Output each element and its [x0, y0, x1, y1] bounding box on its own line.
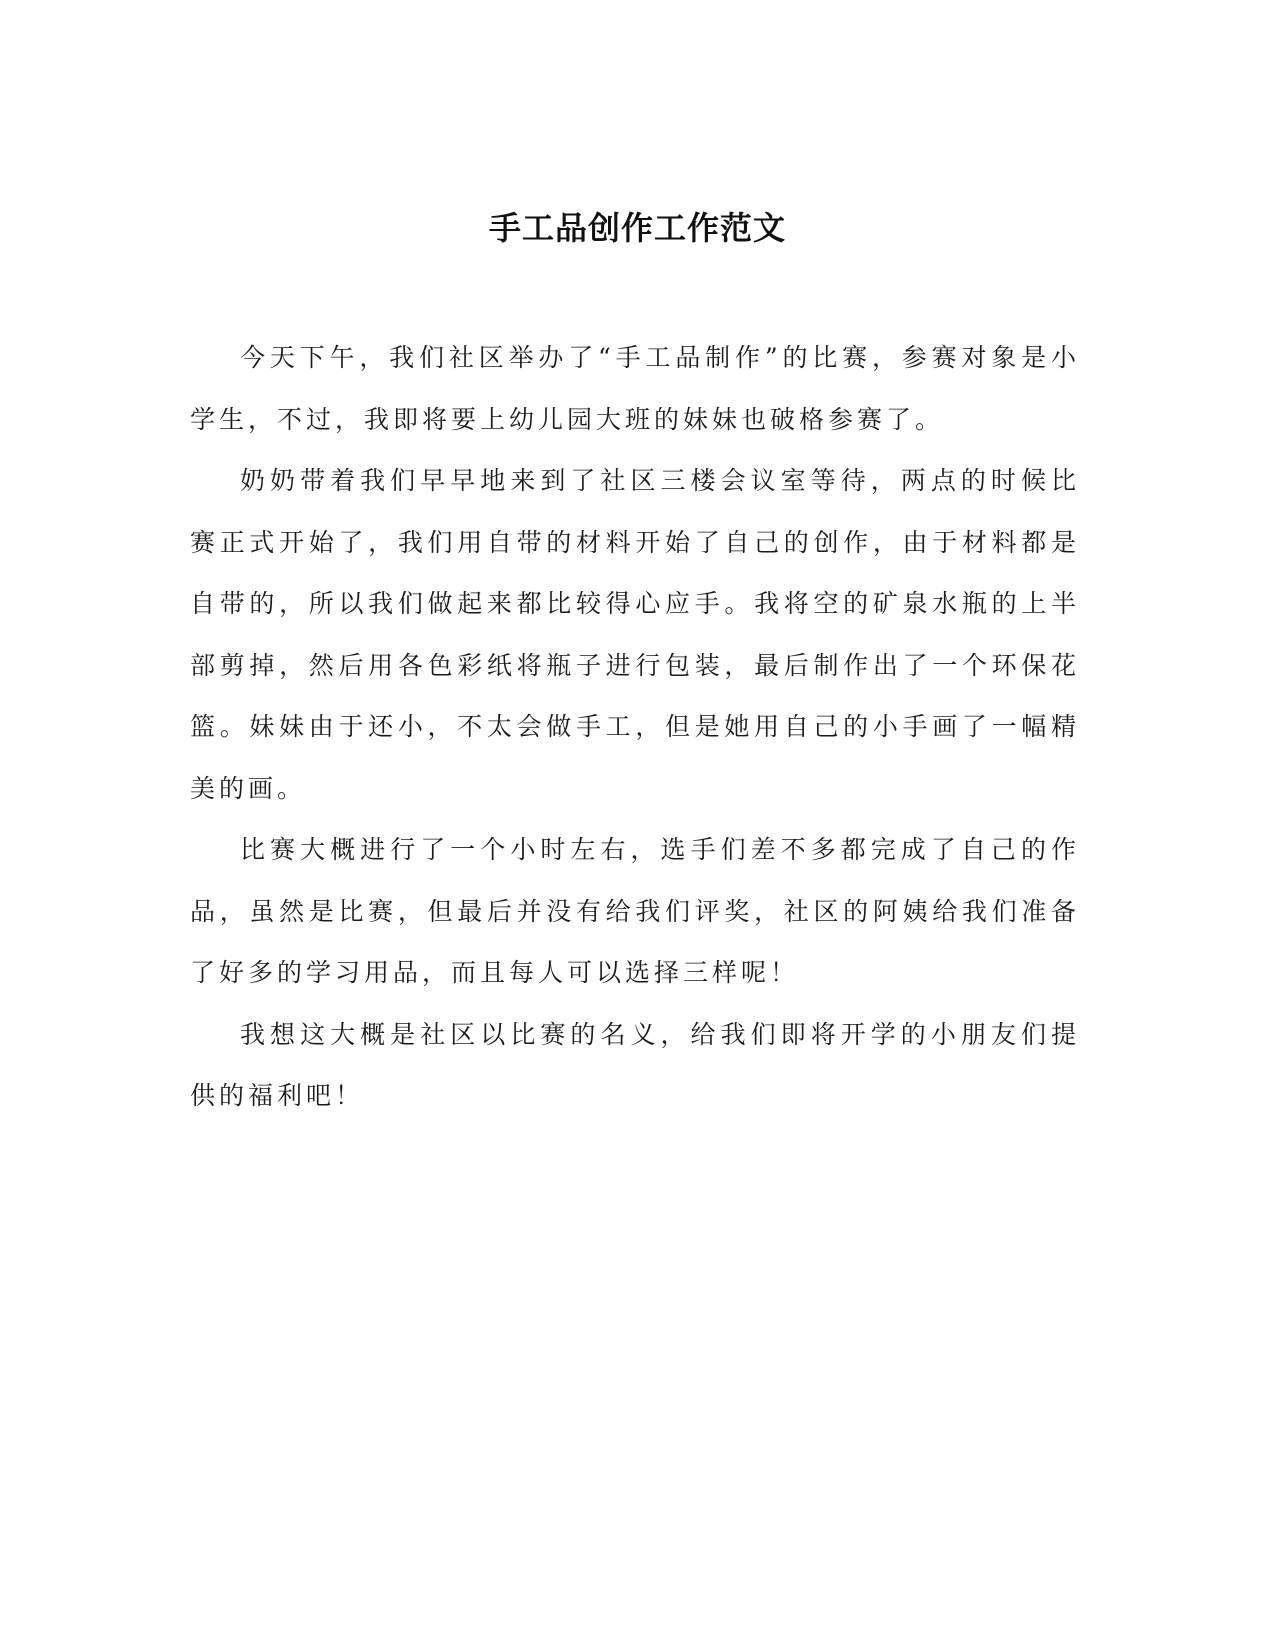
paragraph-1: 今天下午，我们社区举办了“手工品制作”的比赛，参赛对象是小学生，不过，我即将要上幼儿园大班的妹妹也破格参赛了。: [190, 343, 1080, 434]
page-title: 手工品创作工作范文: [488, 209, 786, 247]
paragraph-4: 我想这大概是社区以比赛的名义，给我们即将开学的小朋友们提供的福利吧！: [190, 1019, 1080, 1110]
paragraph-3: 比赛大概进行了一个小时左右，选手们差不多都完成了自己的作品，虽然是比赛，但最后并没有给我们评奖，社区的阿姨给我们准备了好多的学习用品，而且每人可以选择三样呢！: [190, 835, 1080, 987]
document-body: [190, 327, 1080, 1127]
paragraph-2: 奶奶带着我们早早地来到了社区三楼会议室等待，两点的时候比赛正式开始了，我们用自带的材料开始了自己的创作，由于材料都是自带的，所以我们做起来都比较得心应手。我将空的矿泉水瓶的上半部剪掉，然后用各色彩纸将瓶子进行包装，最后制作出了一个环保花篮。妹妹由于还小，不太会做手工，但是她用自己的小手画了一幅精美的画。: [190, 466, 1080, 803]
